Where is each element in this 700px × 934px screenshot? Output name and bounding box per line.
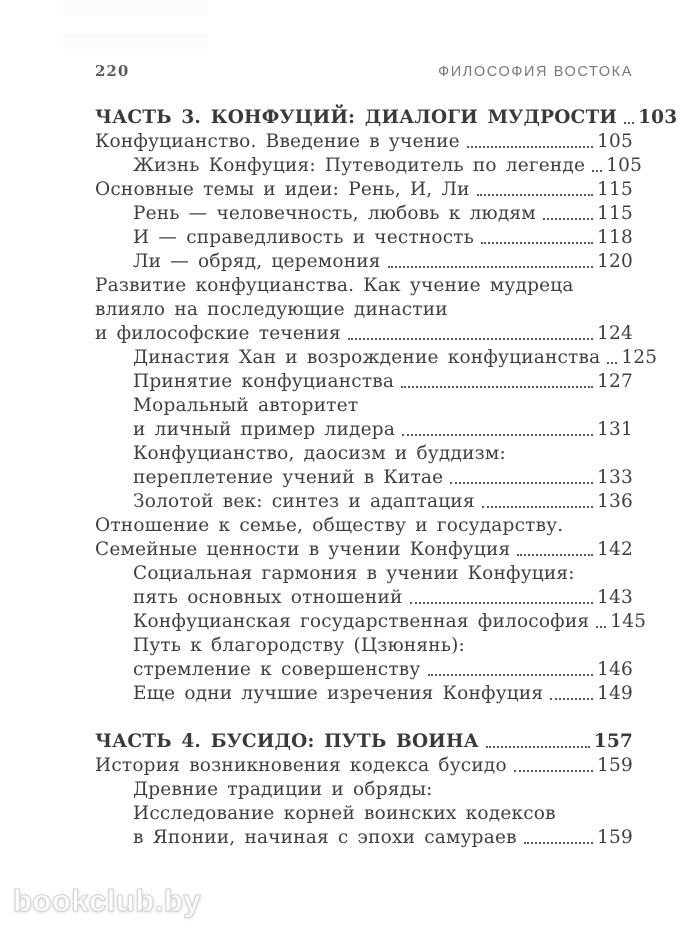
scan-artifact-top-2 xyxy=(63,33,208,49)
toc-entry-title: и философские течения xyxy=(95,323,341,344)
dot-leader xyxy=(517,554,593,556)
dot-leader xyxy=(607,362,617,364)
toc-entry-page: 159 xyxy=(597,827,633,848)
dot-leader xyxy=(543,218,593,220)
running-title: ФИЛОСОФИЯ ВОСТОКА xyxy=(438,64,633,80)
page-number: 220 xyxy=(95,62,130,80)
toc-entry-page: 157 xyxy=(593,731,633,752)
toc-entry-page: 146 xyxy=(597,659,633,680)
toc-entry-title: Ли — обряд, церемония xyxy=(133,251,381,272)
toc-entry xyxy=(95,202,633,226)
toc-entry xyxy=(95,634,633,658)
toc-entry-title: Семейные ценности в учении Конфуция xyxy=(95,539,511,560)
toc-entry xyxy=(95,778,633,802)
toc-entry-title: Древние традиции и обряды: xyxy=(133,779,433,800)
toc-entry xyxy=(95,322,633,346)
toc-entry-page: 159 xyxy=(597,755,633,776)
toc-entry xyxy=(95,826,633,850)
toc-entry xyxy=(95,298,633,322)
toc-entry-title: Еще одни лучшие изречения Конфуция xyxy=(133,683,544,704)
scan-artifact-top xyxy=(63,0,208,16)
toc-entry-page: 143 xyxy=(597,587,633,608)
toc-entry-title: Путь к благородству (Цзюнянь): xyxy=(133,635,465,656)
toc-entry-title: Золотой век: синтез и адаптация xyxy=(133,491,475,512)
toc-entry-title: Основные темы и идеи: Рень, И, Ли xyxy=(95,179,470,200)
dot-leader xyxy=(514,770,593,772)
toc-entry-page: 115 xyxy=(597,203,633,224)
toc-entry-title: в Японии, начиная с эпохи самураев xyxy=(133,827,517,848)
toc-entry-title: Исследование корней воинских кодексов xyxy=(133,803,556,824)
toc-entry-page: 125 xyxy=(621,347,658,368)
toc-entry-page: 120 xyxy=(597,251,633,272)
toc-entry-title: стремление к совершенству xyxy=(133,659,421,680)
dot-leader xyxy=(410,602,594,604)
toc-entry-title: переплетение учений в Китае xyxy=(133,467,444,488)
toc-entry xyxy=(95,562,633,586)
watermark-bookclub: bookclub.by xyxy=(13,883,202,918)
toc-entry-page: 136 xyxy=(597,491,633,512)
toc-entry xyxy=(95,418,633,442)
toc-entry xyxy=(95,130,633,154)
dot-leader xyxy=(596,626,606,628)
dot-leader xyxy=(624,122,634,124)
toc-entry-title: Конфуцианство, даосизм и буддизм: xyxy=(133,443,506,464)
toc-entry-title: Социальная гармония в учении Конфуция: xyxy=(133,563,575,584)
toc-entry xyxy=(95,658,633,682)
toc-entry xyxy=(95,250,633,274)
toc-entry-title: влияло на последующие династии xyxy=(95,299,448,320)
toc-entry xyxy=(95,370,633,394)
toc-entry-title: Династия Хан и возрождение конфуцианства xyxy=(133,347,601,368)
toc-part-heading xyxy=(95,106,678,130)
toc-entry-page: 142 xyxy=(597,539,633,560)
toc-entry xyxy=(95,154,643,178)
toc-entry-title: И — справедливость и честность xyxy=(133,227,475,248)
dot-leader xyxy=(592,170,602,172)
toc-entry-title: Конфуцианская государственная философия xyxy=(133,611,590,632)
toc-entry xyxy=(95,682,633,706)
toc-entry xyxy=(95,490,633,514)
dot-leader xyxy=(450,482,593,484)
dot-leader xyxy=(467,146,593,148)
toc-list xyxy=(95,106,678,850)
toc-entry xyxy=(95,610,647,634)
page-header xyxy=(95,62,633,80)
toc-entry-title: Моральный авторитет xyxy=(133,395,359,416)
toc-entry-page: 105 xyxy=(606,155,643,176)
dot-leader xyxy=(348,338,593,340)
dot-leader xyxy=(428,674,594,676)
toc-entry-title: Конфуцианство. Введение в учение xyxy=(95,131,460,152)
toc-entry-page: 118 xyxy=(597,227,633,248)
toc-entry xyxy=(95,586,633,610)
toc-entry-title: Развитие конфуцианства. Как учение мудреца xyxy=(95,275,574,296)
toc-entry-page: 115 xyxy=(597,179,633,200)
dot-leader xyxy=(486,746,590,748)
toc-entry xyxy=(95,802,633,826)
toc-entry-title: Рень — человечность, любовь к людям xyxy=(133,203,536,224)
dot-leader xyxy=(477,194,593,196)
toc-entry xyxy=(95,466,633,490)
toc-entry-title: Отношение к семье, обществу и государству. xyxy=(95,515,564,536)
toc-entry xyxy=(95,346,658,370)
toc-entry-title: Принятие конфуцианства xyxy=(133,371,395,392)
dot-leader xyxy=(550,698,593,700)
toc-entry xyxy=(95,226,633,250)
toc-entry xyxy=(95,754,633,778)
toc-entry-page: 133 xyxy=(597,467,633,488)
toc-entry-title: ЧАСТЬ 4. БУСИДО: ПУТЬ ВОИНА xyxy=(95,731,479,752)
dot-leader xyxy=(524,842,593,844)
dot-leader xyxy=(481,242,593,244)
toc-entry-title: и личный пример лидера xyxy=(133,419,396,440)
dot-leader xyxy=(401,386,593,388)
toc-entry xyxy=(95,538,633,562)
dot-leader xyxy=(402,434,593,436)
dot-leader xyxy=(482,506,593,508)
toc-entry-title: Жизнь Конфуция: Путеводитель по легенде xyxy=(133,155,586,176)
toc-entry-page: 105 xyxy=(597,131,633,152)
toc-entry xyxy=(95,274,633,298)
dot-leader xyxy=(388,266,593,268)
toc-entry xyxy=(95,394,633,418)
toc-entry-page: 127 xyxy=(597,371,633,392)
toc-entry-page: 103 xyxy=(638,107,678,128)
toc-entry-title: пять основных отношений xyxy=(133,587,403,608)
toc-entry-title: ЧАСТЬ 3. КОНФУЦИЙ: ДИАЛОГИ МУДРОСТИ xyxy=(95,107,618,128)
toc-entry-page: 131 xyxy=(597,419,633,440)
toc-entry-page: 149 xyxy=(597,683,633,704)
toc-entry xyxy=(95,514,633,538)
toc-entry-page: 145 xyxy=(610,611,647,632)
toc-entry xyxy=(95,442,633,466)
toc-entry-page: 124 xyxy=(597,323,633,344)
toc-entry xyxy=(95,178,633,202)
toc-part-heading xyxy=(95,730,633,754)
toc-entry-title: История возникновения кодекса бусидо xyxy=(95,755,507,776)
